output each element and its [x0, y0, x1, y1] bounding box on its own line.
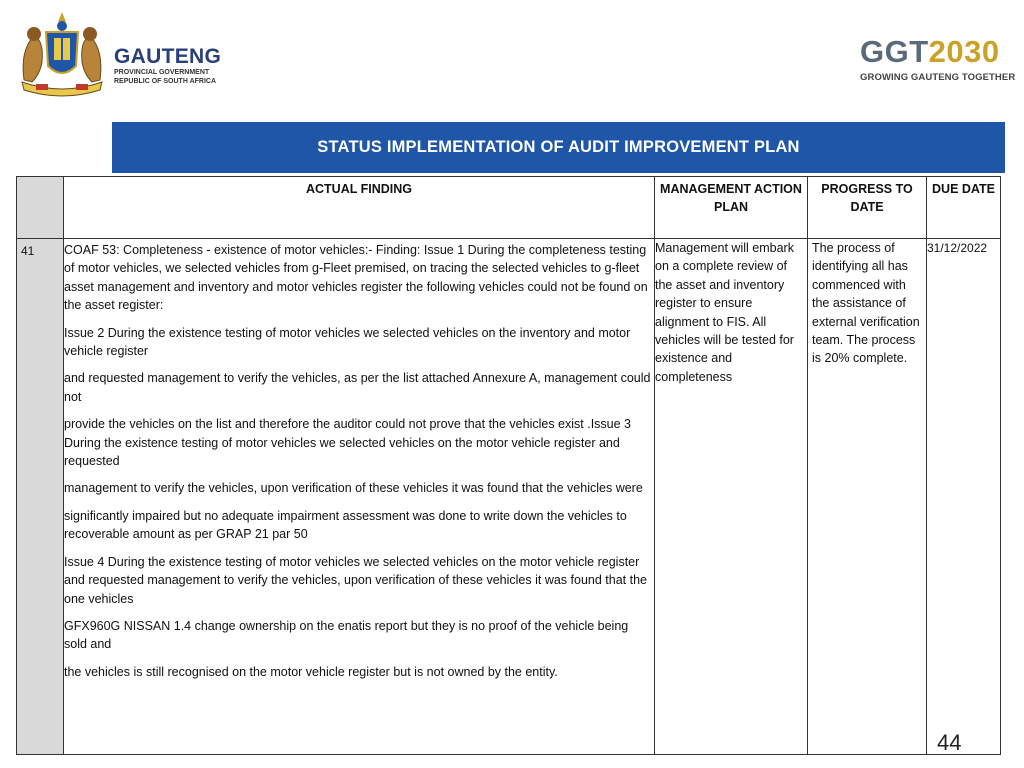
column-header-progress-to-date: PROGRESS TO DATE: [808, 177, 927, 239]
finding-paragraph: the vehicles is still recognised on the motor vehicle register but is not owned by the entity.: [64, 664, 558, 679]
ggt2030-tagline: GROWING GAUTENG TOGETHER: [860, 72, 1016, 83]
ggt-mark-year: 2030: [928, 34, 1000, 69]
table-row: [17, 239, 1001, 755]
column-header-actual-finding: ACTUAL FINDING: [64, 177, 655, 239]
finding-paragraph: provide the vehicles on the list and therefore the auditor could not prove that the vehicles exist .Issue 3 During the existence testing of motor vehicles we selected vehicles on the motor vehicle register and requested: [64, 417, 632, 469]
column-header-number: [17, 177, 64, 239]
row-number: 41: [17, 239, 64, 755]
management-action-plan-cell: Management will embark on a complete review of the asset and inventory register to ensure alignment to FIS. All vehicles will be tested for existence and completeness: [655, 239, 808, 755]
page-number: 44: [937, 729, 962, 755]
gauteng-subline-2: REPUBLIC OF SOUTH AFRICA: [114, 78, 217, 85]
gauteng-subline-1: PROVINCIAL GOVERNMENT: [114, 69, 210, 76]
due-date-cell: [927, 239, 1001, 755]
coat-of-arms-icon: [14, 10, 110, 100]
actual-finding-cell: [64, 239, 655, 755]
page-title: STATUS IMPLEMENTATION OF AUDIT IMPROVEMENT PLAN: [317, 138, 800, 156]
ggt2030-logo: [860, 34, 1016, 96]
page-title-banner: [112, 122, 1005, 173]
finding-paragraph: significantly impaired but no adequate impairment assessment was done to write down the vehicles to recoverable amount as per GRAP 21 par 50: [64, 508, 627, 542]
finding-paragraph: management to verify the vehicles, upon verification of these vehicles it was found that the vehicles were: [64, 481, 643, 496]
finding-paragraph: and requested management to verify the vehicles, as per the list attached Annexure A, management could not: [64, 371, 651, 404]
table-header-row: [17, 177, 1001, 239]
audit-plan-table: [16, 176, 1001, 755]
progress-to-date-cell: The process of identifying all has commenced with the assistance of external verification team. The process is 20% complete.: [808, 239, 927, 755]
column-header-due-date: DUE DATE: [927, 177, 1001, 239]
finding-paragraph: Issue 2 During the existence testing of motor vehicles we selected vehicles on the inventory and motor vehicle register: [64, 325, 631, 359]
gauteng-logo: [14, 10, 222, 100]
finding-paragraph: GFX960G NISSAN 1.4 change ownership on the enatis report but they is no proof of the vehicle being sold and: [64, 618, 629, 652]
column-header-management-action-plan: MANAGEMENT ACTION PLAN: [655, 177, 808, 239]
finding-paragraph: COAF 53: Completeness - existence of motor vehicles:- Finding: Issue 1 During the completeness testing of motor vehicles, we selected vehicles from g-Fleet premised, on tracing the selected vehicles to g-fleet asset management and inventory and motor vehicles register the following vehicles could not be found on the asset register:: [64, 243, 648, 313]
ggt-mark-letters: GGT: [860, 34, 929, 69]
due-date-value: 31/12/2022: [927, 241, 988, 255]
gauteng-name: GAUTENG: [114, 45, 222, 68]
ggt2030-mark: [860, 36, 1000, 68]
finding-paragraph: Issue 4 During the existence testing of motor vehicles we selected vehicles on the motor vehicle register and requested management to verify the vehicles, upon verification of these vehicles it was found that the one vehicles: [64, 554, 647, 606]
